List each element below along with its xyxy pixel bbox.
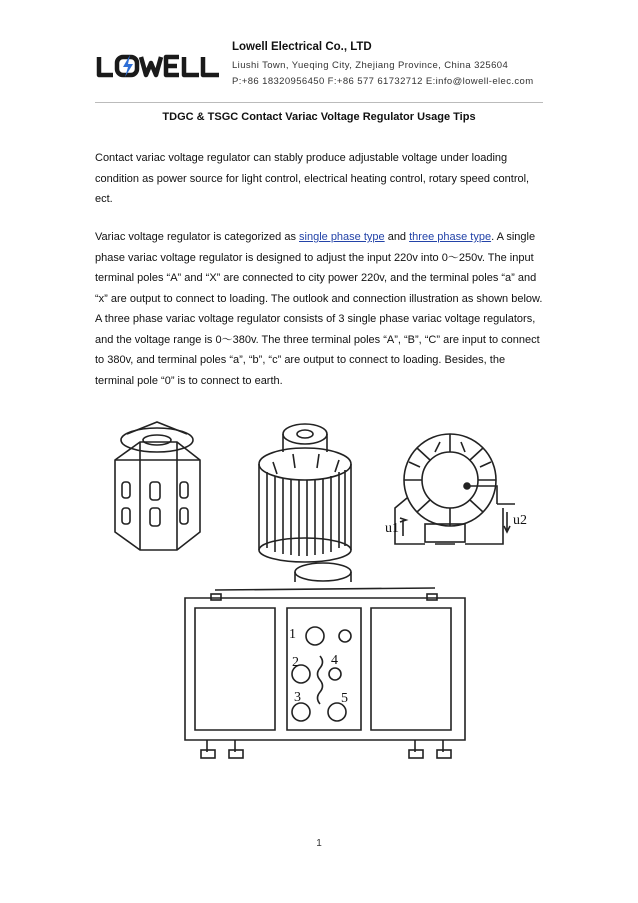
paragraph-lead: Variac voltage regulator is categorized as (95, 231, 300, 243)
front-panel-drawing (185, 563, 465, 758)
header-divider (95, 102, 543, 103)
variac-housing-drawing (115, 422, 200, 550)
paragraph-categories (95, 227, 547, 391)
single-phase-link[interactable]: single phase type (299, 231, 385, 243)
label-u1: u1 (385, 521, 399, 536)
toroid-schematic (395, 434, 515, 544)
terminal-label-1: 1 (289, 627, 296, 642)
terminal-label-3: 3 (294, 690, 301, 705)
company-address: Liushi Town, Yueqing City, Zhejiang Province, China 325604 (232, 60, 509, 71)
terminal-label-4: 4 (331, 653, 338, 668)
paragraph-between: and (384, 231, 410, 243)
variac-coil-drawing (259, 424, 351, 562)
paragraph-intro: Contact variac voltage regulator can stably produce adjustable voltage under loading condition as power source for light control, electrical heating control, rotary speed control, ect. (95, 152, 530, 205)
label-u2: u2 (513, 513, 527, 528)
company-name: Lowell Electrical Co., LTD (232, 41, 372, 53)
letterhead (95, 38, 545, 100)
terminal-label-2: 2 (292, 655, 299, 670)
three-phase-link[interactable]: three phase type (409, 231, 492, 243)
variac-illustration (95, 412, 547, 764)
terminal-label-5: 5 (341, 691, 348, 706)
lowell-logo (95, 52, 223, 80)
document-title: TDGC & TSGC Contact Variac Voltage Regulator Usage Tips (162, 111, 476, 123)
page-number: 1 (316, 838, 322, 849)
paragraph-rest: . A single phase variac voltage regulator is designed to adjust the input 220v into 0～250v. The input terminal poles “A” and “X” are connected to city power 220v, and the terminal poles “a” and “x” are output to connect to loading. The outlook and connection illustration as shown below. A three phase variac voltage regulator consists of 3 single phase variac voltage regulators, and the voltage range is 0～380v. The three terminal poles “A”, “B”, “C” are input to connect to 380v, and terminal poles “a”, “b”, “c” are output to connect to loading. Besides, the terminal pole “0” is to connect to earth. (95, 231, 543, 387)
company-contact: P:+86 18320956450 F:+86 577 61732712 E:info@lowell-elec.com (232, 76, 534, 87)
